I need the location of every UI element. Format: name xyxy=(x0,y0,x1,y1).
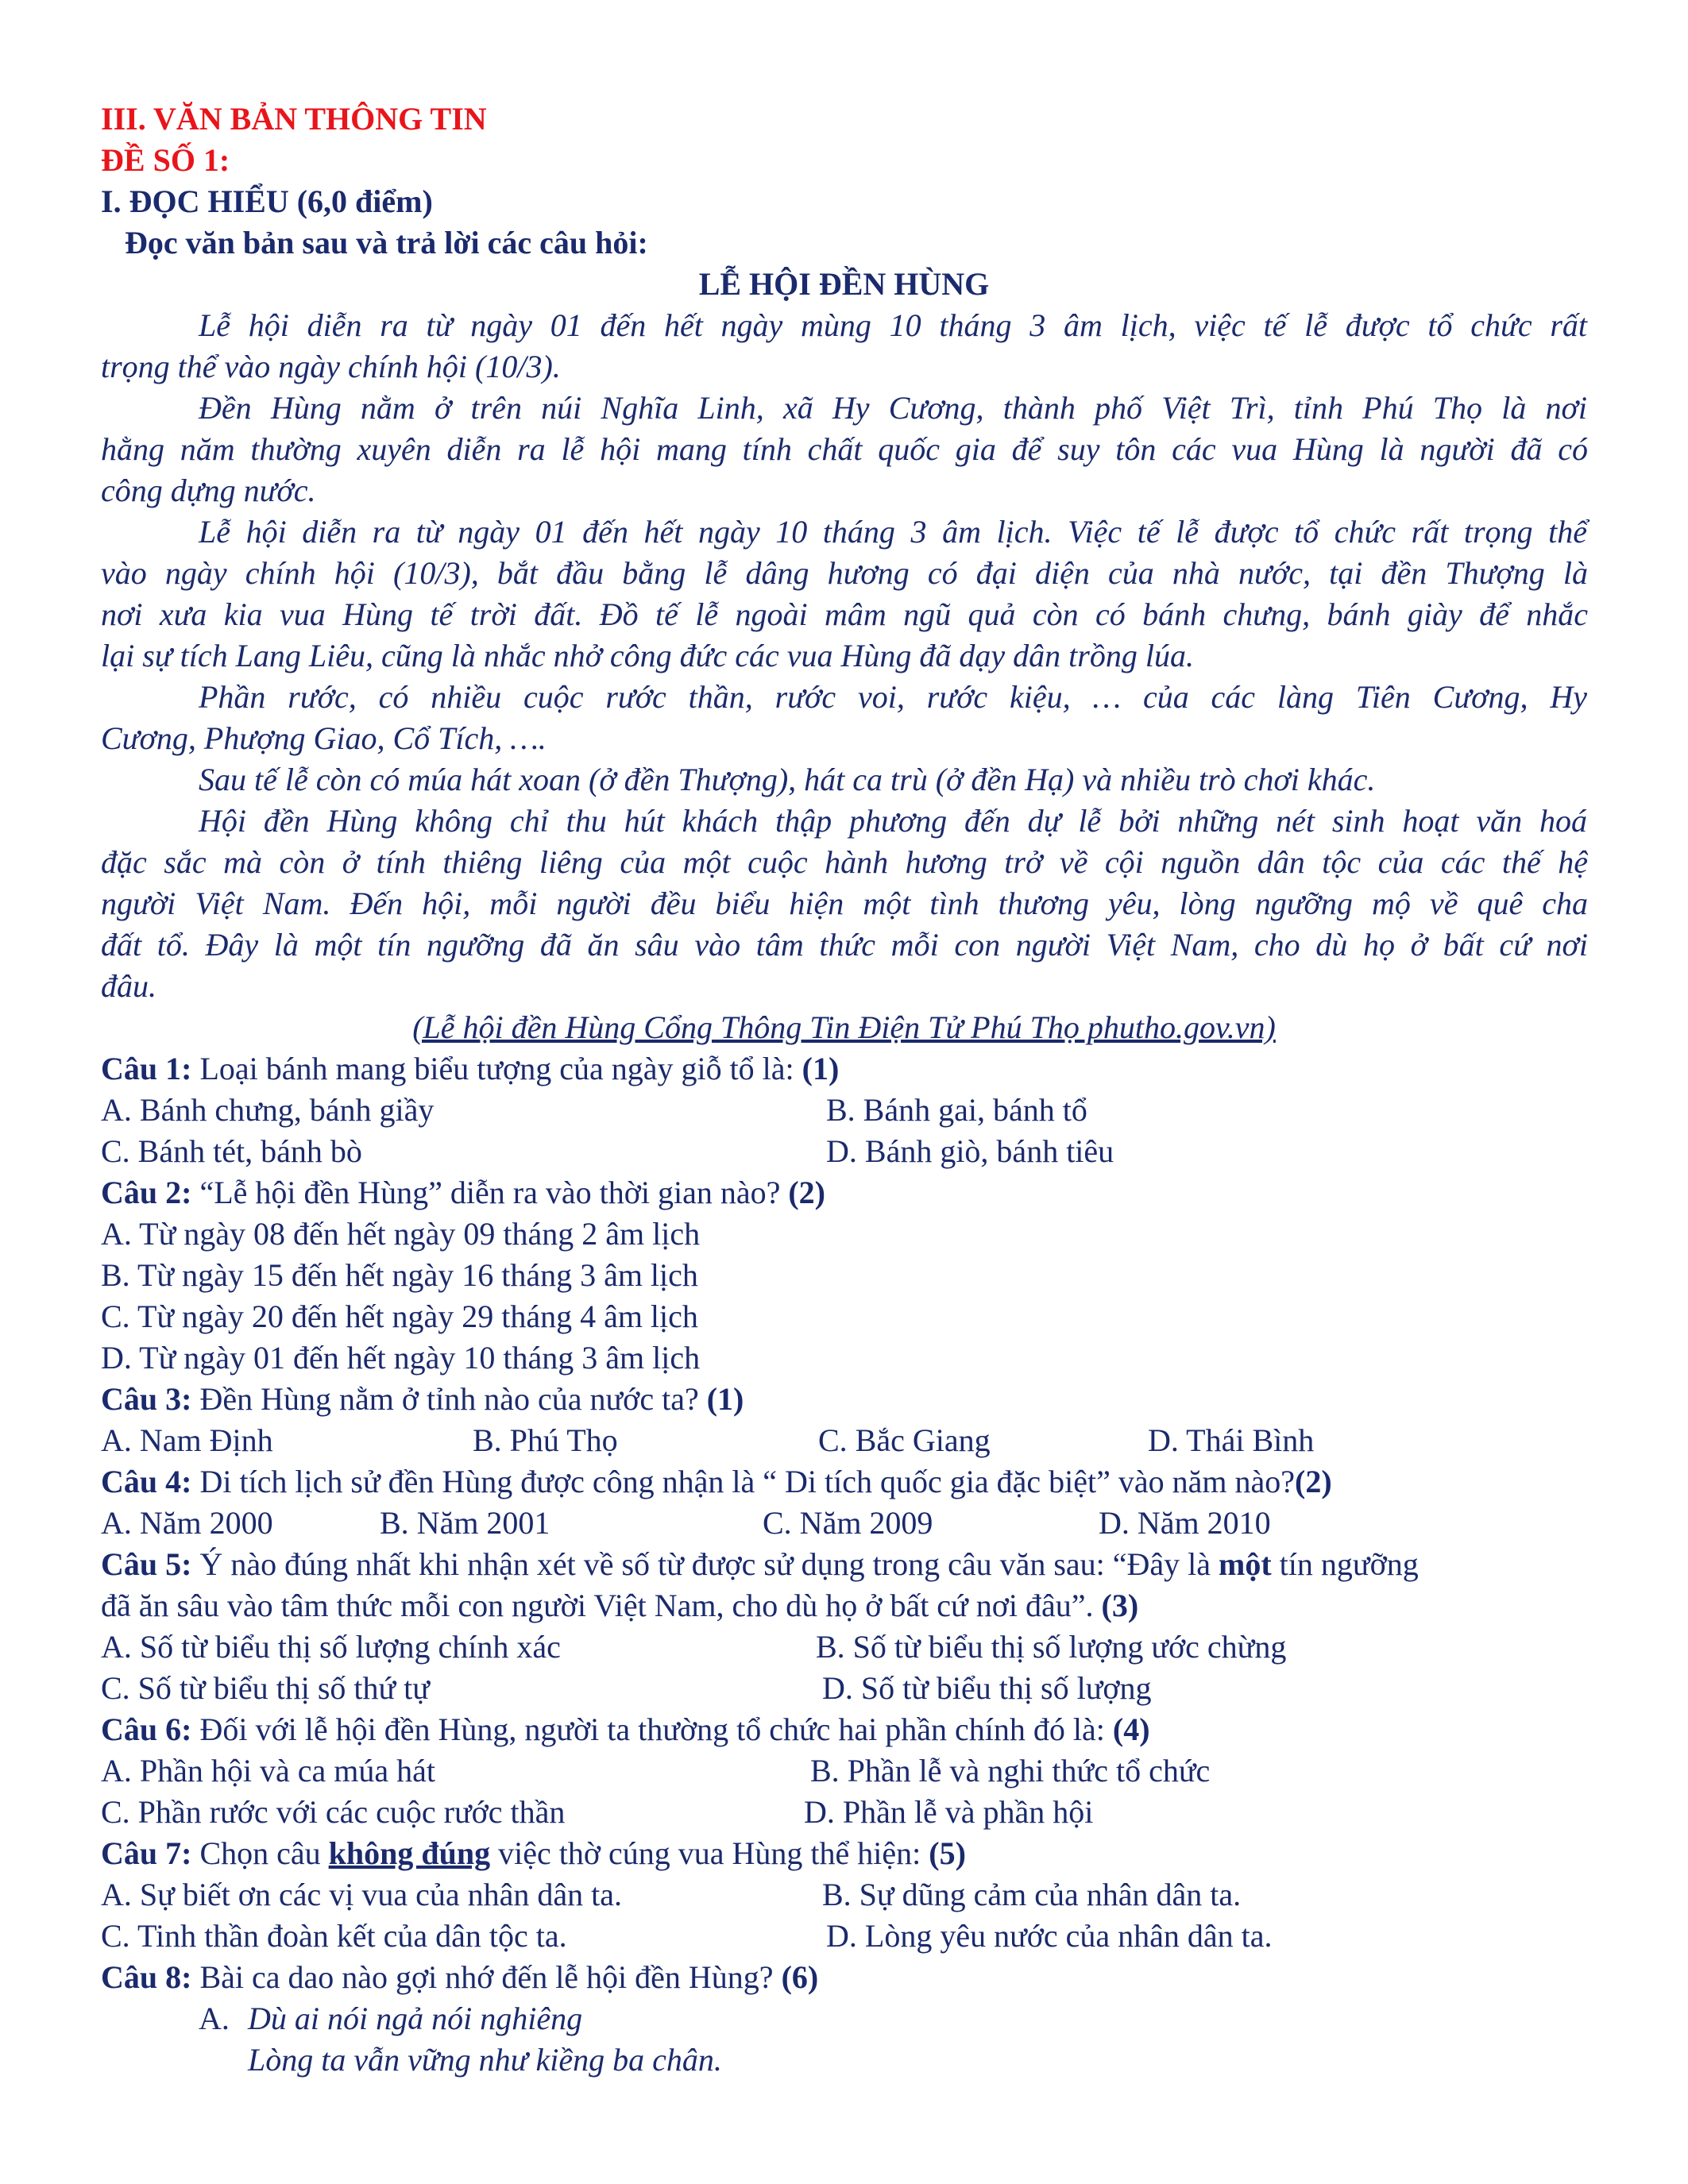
passage-line: Đền Hùng nằm ở trên núi Nghĩa Linh, xã Hy Cương, thành phố Việt Trì, tỉnh Phú Thọ là nơi xyxy=(199,390,1587,426)
option-d: D. Thái Bình xyxy=(1148,1422,1315,1458)
question-label: Câu 2: xyxy=(101,1175,192,1210)
passage-line: đâu. xyxy=(101,968,156,1004)
option-c: C. Từ ngày 20 đến hết ngày 29 tháng 4 âm lịch xyxy=(101,1298,698,1334)
option-a: A. Phần hội và ca múa hát xyxy=(101,1753,435,1788)
passage-line: hằng năm thường xuyên diễn ra lễ hội mang tính chất quốc gia để suy tôn các vua Hùng là người đã có xyxy=(101,431,1588,467)
question-text: Di tích lịch sử đền Hùng được công nhận là “ Di tích quốc gia đặc biệt” vào năm nào? xyxy=(191,1464,1295,1499)
option-a-line-2: Lòng ta vẫn vững như kiềng ba chân. xyxy=(248,2042,722,2078)
question-8 xyxy=(101,1957,818,1998)
instruction: Đọc văn bản sau và trả lời các câu hỏi: xyxy=(125,225,648,260)
option-d: D. Lòng yêu nước của nhân dân ta. xyxy=(826,1918,1273,1954)
option-d: D. Bánh giò, bánh tiêu xyxy=(826,1133,1114,1169)
emphasized-word: một xyxy=(1219,1546,1272,1582)
passage-line: Hội đền Hùng không chỉ thu hút khách thập phương đến dự lễ bởi những nét sinh hoạt văn hoá xyxy=(199,803,1587,839)
option-a-line-1: Dù ai nói ngả nói nghiêng xyxy=(248,2001,583,2036)
option-d: D. Từ ngày 01 đến hết ngày 10 tháng 3 âm lịch xyxy=(101,1340,701,1376)
option-d: D. Phần lễ và phần hội xyxy=(804,1794,1094,1830)
question-text: Đối với lễ hội đền Hùng, người ta thường tổ chức hai phần chính đó là: xyxy=(191,1711,1113,1747)
option-d: D. Số từ biểu thị số lượng xyxy=(822,1670,1152,1706)
option-c: C. Bắc Giang xyxy=(818,1422,991,1458)
question-text: Loại bánh mang biểu tượng của ngày giỗ tổ là: xyxy=(191,1051,802,1086)
option-b: B. Phần lễ và nghi thức tổ chức xyxy=(810,1753,1211,1788)
option-b: B. Năm 2001 xyxy=(380,1505,550,1541)
passage-line: công dựng nước. xyxy=(101,473,316,508)
option-c: C. Bánh tét, bánh bò xyxy=(101,1133,362,1169)
option-a: A. Số từ biểu thị số lượng chính xác xyxy=(101,1629,561,1665)
question-level: (2) xyxy=(788,1175,825,1210)
question-level: (1) xyxy=(706,1381,744,1417)
question-3 xyxy=(101,1379,744,1420)
option-c: C. Phần rước với các cuộc rước thần xyxy=(101,1794,566,1830)
question-label: Câu 3: xyxy=(101,1381,192,1417)
option-d: D. Năm 2010 xyxy=(1099,1505,1271,1541)
question-2 xyxy=(101,1172,825,1214)
question-text: việc thờ cúng vua Hùng thể hiện: xyxy=(490,1835,929,1871)
passage-line: người Việt Nam. Đến hội, mỗi người đều biểu hiện một tình thương yêu, lòng ngưỡng mộ về quê cha xyxy=(101,886,1588,921)
question-label: Câu 6: xyxy=(101,1711,192,1747)
question-5 xyxy=(101,1544,1419,1585)
passage-line: Phần rước, có nhiều cuộc rước thần, rước voi, rước kiệu, … của các làng Tiên Cương, Hy xyxy=(199,679,1587,715)
question-text: “Lễ hội đền Hùng” diễn ra vào thời gian nào? xyxy=(191,1175,789,1210)
option-c: C. Tinh thần đoàn kết của dân tộc ta. xyxy=(101,1918,567,1954)
option-a: A. Từ ngày 08 đến hết ngày 09 tháng 2 âm lịch xyxy=(101,1216,701,1252)
question-5-line-2 xyxy=(101,1585,1138,1626)
question-level: (4) xyxy=(1112,1711,1150,1747)
question-text: Ý nào đúng nhất khi nhận xét về số từ được sử dụng trong câu văn sau: “Đây là xyxy=(191,1546,1219,1582)
option-a: A. Sự biết ơn các vị vua của nhân dân ta. xyxy=(101,1877,622,1912)
option-b: B. Bánh gai, bánh tổ xyxy=(826,1092,1087,1128)
passage-line: đất tổ. Đây là một tín ngưỡng đã ăn sâu vào tâm thức mỗi con người Việt Nam, cho dù họ ở bất cứ nơi xyxy=(101,927,1588,963)
option-c: C. Số từ biểu thị số thứ tự xyxy=(101,1670,430,1706)
option-b: B. Số từ biểu thị số lượng ước chừng xyxy=(816,1629,1287,1665)
option-a-letter: A. xyxy=(199,2001,230,2036)
text-title: LỄ HỘI ĐỀN HÙNG xyxy=(698,266,990,302)
question-6 xyxy=(101,1709,1150,1750)
question-label: Câu 5: xyxy=(101,1546,192,1582)
question-label: Câu 1: xyxy=(101,1051,192,1086)
question-7 xyxy=(101,1833,966,1874)
passage-line: trọng thể vào ngày chính hội (10/3). xyxy=(101,349,561,384)
passage-line: Lễ hội diễn ra từ ngày 01 đến hết ngày 10 tháng 3 âm lịch. Việc tế lễ được tổ chức rất trọng thể xyxy=(199,514,1587,550)
passage-line: vào ngày chính hội (10/3), bắt đầu bằng lễ dâng hương có đại diện của nhà nước, tại đền Thượng là xyxy=(101,555,1588,591)
passage-line: Sau tế lễ còn có múa hát xoan (ở đền Thượng), hát ca trù (ở đền Hạ) và nhiều trò chơi khác. xyxy=(199,762,1376,797)
question-text: Chọn câu xyxy=(191,1835,329,1871)
option-b: B. Phú Thọ xyxy=(473,1422,618,1458)
option-b: B. Từ ngày 15 đến hết ngày 16 tháng 3 âm lịch xyxy=(101,1257,698,1293)
passage-line: nơi xưa kia vua Hùng tế trời đất. Đồ tế lễ ngoài mâm ngũ quả còn có bánh chưng, bánh giày để nhắc xyxy=(101,596,1588,632)
passage-line: Lễ hội diễn ra từ ngày 01 đến hết ngày mùng 10 tháng 3 âm lịch, việc tế lễ được tổ chức rất xyxy=(199,307,1587,343)
option-a: A. Năm 2000 xyxy=(101,1505,273,1541)
option-a: A. Nam Định xyxy=(101,1422,273,1458)
question-text: tín ngưỡng xyxy=(1271,1546,1419,1582)
source-citation: (Lễ hội đền Hùng Cổng Thông Tin Điện Tử Phú Thọ phutho.gov.vn) xyxy=(412,1009,1276,1045)
question-level: (6) xyxy=(781,1959,819,1995)
part-title: I. ĐỌC HIỂU (6,0 điểm) xyxy=(101,183,433,219)
option-c: C. Năm 2009 xyxy=(763,1505,933,1541)
option-b: B. Sự dũng cảm của nhân dân ta. xyxy=(822,1877,1242,1912)
question-text: Đền Hùng nằm ở tỉnh nào của nước ta? xyxy=(191,1381,707,1417)
question-label: Câu 7: xyxy=(101,1835,192,1871)
question-4 xyxy=(101,1461,1332,1503)
section-title: III. VĂN BẢN THÔNG TIN xyxy=(101,101,487,137)
passage-line: lại sự tích Lang Liêu, cũng là nhắc nhở công đức các vua Hùng đã dạy dân trồng lúa. xyxy=(101,638,1194,673)
question-level: (5) xyxy=(929,1835,966,1871)
passage-line: Cương, Phượng Giao, Cổ Tích, …. xyxy=(101,720,547,756)
exam-number: ĐỀ SỐ 1: xyxy=(101,142,230,178)
question-text: Bài ca dao nào gợi nhớ đến lễ hội đền Hùng? xyxy=(191,1959,782,1995)
question-text: đã ăn sâu vào tâm thức mỗi con người Việt Nam, cho dù họ ở bất cứ nơi đâu”. xyxy=(101,1588,1102,1623)
option-a: A. Bánh chưng, bánh giầy xyxy=(101,1092,435,1128)
question-label: Câu 4: xyxy=(101,1464,192,1499)
emphasized-phrase: không đúng xyxy=(328,1835,491,1871)
passage-line: đặc sắc mà còn ở tính thiêng liêng của một cuộc hành hương trở về cội nguồn dân tộc của các thế hệ xyxy=(101,844,1588,880)
question-label: Câu 8: xyxy=(101,1959,192,1995)
question-1 xyxy=(101,1048,839,1090)
question-level: (3) xyxy=(1101,1588,1139,1623)
question-level: (1) xyxy=(802,1051,840,1086)
question-level: (2) xyxy=(1295,1464,1332,1499)
